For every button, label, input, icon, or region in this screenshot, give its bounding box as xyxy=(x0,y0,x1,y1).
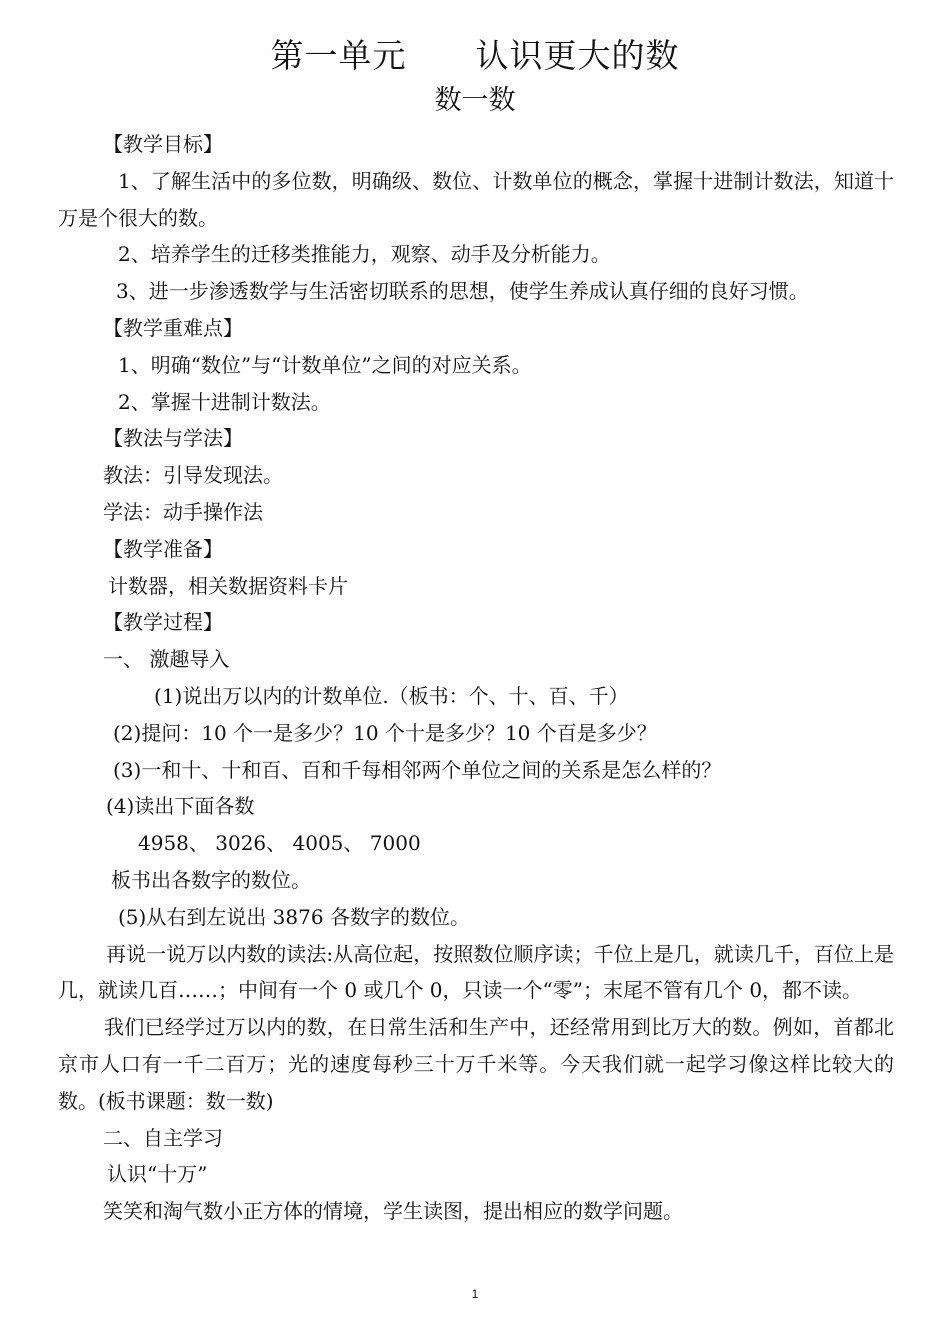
page-number: 1 xyxy=(471,1287,479,1301)
section-heading-preparation: 【教学准备】 xyxy=(103,536,223,561)
document-body xyxy=(58,126,894,1230)
key-point-2: 2、掌握十进制计数法。 xyxy=(118,389,331,414)
page-subtitle: 数一数 xyxy=(434,85,516,116)
section-heading-process: 【教学过程】 xyxy=(103,610,223,635)
process-step-4: (4)读出下面各数 xyxy=(106,794,255,819)
teaching-method: 教法：引导发现法。 xyxy=(103,463,283,488)
scenario-text: 笑笑和淘气数小正方体的情境，学生读图，提出相应的数学问题。 xyxy=(103,1199,683,1224)
section-heading-key-points: 【教学重难点】 xyxy=(103,315,243,340)
section-heading-teaching-goals: 【教学目标】 xyxy=(103,132,223,156)
introduction-paragraph: 我们已经学过万以内的数，在日常生活和生产中，还经常用到比万大的数。例如，首都北京市人口有一千二百万；光的速度每秒三十万千米等。今天我们就一起学习像这样比较大的数。(板书课题：数一数) xyxy=(58,1015,894,1113)
section-heading-methods: 【教法与学法】 xyxy=(103,426,243,451)
learning-method: 学法：动手操作法 xyxy=(103,499,263,524)
process-step-1: (1)说出万以内的计数单位.（板书：个、十、百、千） xyxy=(154,683,629,708)
process-part-1-heading: 一、 激趣导入 xyxy=(103,647,230,672)
process-step-2: (2)提问：10 个一是多少？10 个十是多少？10 个百是多少？ xyxy=(113,720,657,745)
goal-item-1: 1、了解生活中的多位数，明确级、数位、计数单位的概念，掌握十进制计数法，知道十万是个很大的数。 xyxy=(58,168,894,230)
reading-rule-paragraph: 再说一说万以内数的读法:从高位起，按照数位顺序读；千位上是几，就读几千，百位上是几，就读几百……；中间有一个 0 或几个 0，只读一个“零”；末尾不管有几个 0，都不读。 xyxy=(58,941,894,1003)
process-step-3: (3)一和十、十和百、百和千每相邻两个单位之间的关系是怎么样的？ xyxy=(113,757,722,782)
process-part-2-heading: 二、自主学习 xyxy=(103,1125,223,1150)
goal-item-3: 3、进一步渗透数学与生活密切联系的思想，使学生养成认真仔细的良好习惯。 xyxy=(116,279,809,304)
subsection-heading-hundred-thousand: 认识“十万” xyxy=(107,1162,208,1187)
process-board-note: 板书出各数字的数位。 xyxy=(111,867,311,892)
key-point-1: 1、明确“数位”与“计数单位”之间的对应关系。 xyxy=(118,352,532,377)
goal-item-2: 2、培养学生的迁移类推能力，观察、动手及分析能力。 xyxy=(118,242,611,267)
preparation-text: 计数器，相关数据资料卡片 xyxy=(108,573,348,598)
page-title: 第一单元 认识更大的数 xyxy=(270,36,680,75)
numbers-to-read: 4958、 3026、 4005、 7000 xyxy=(138,831,421,856)
process-step-5: (5)从右到左说出 3876 各数字的数位。 xyxy=(118,904,470,929)
